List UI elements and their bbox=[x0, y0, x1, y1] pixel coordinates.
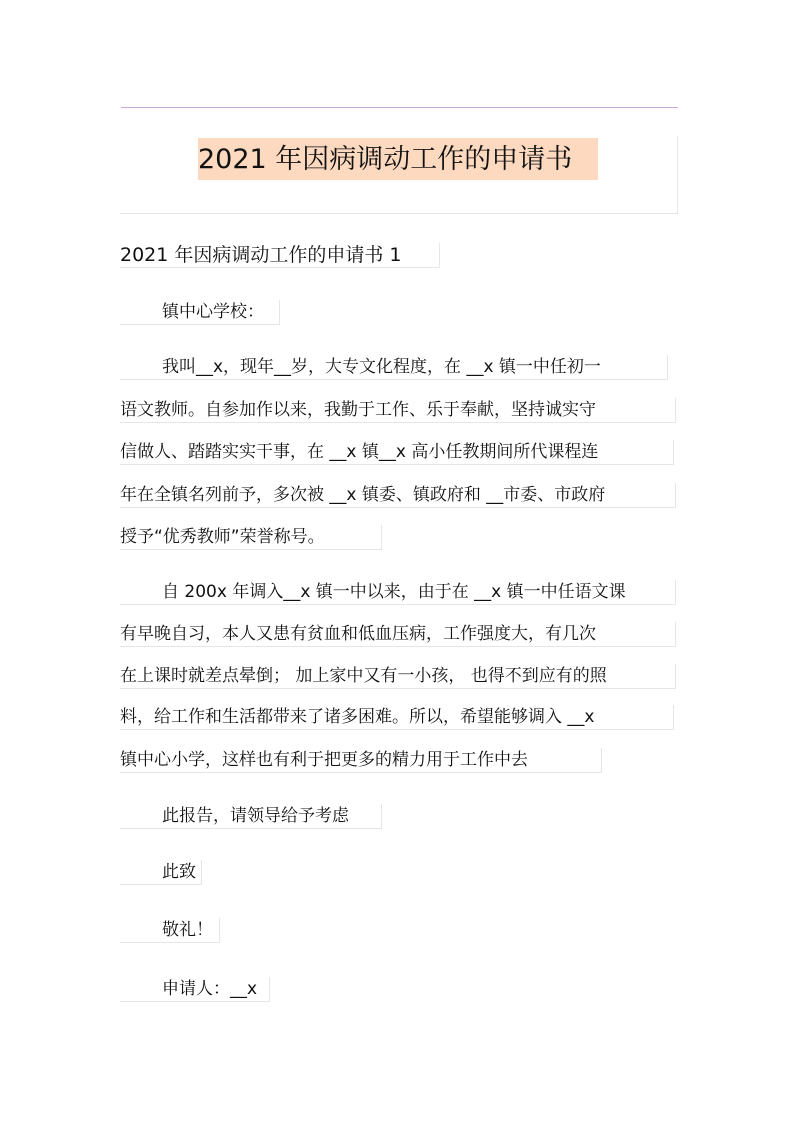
paragraph-line: 料，给工作和生活都带来了诸多困难。所以，希望能够调入 __x bbox=[120, 705, 674, 730]
paragraph-line: 在上课时就差点晕倒； 加上家中又有一小孩， 也得不到应有的照 bbox=[120, 664, 676, 689]
salutation: 镇中心学校： bbox=[120, 300, 280, 325]
paragraph-line: 信做人、踏踏实实干事，在 __x 镇__x 高小任教期间所代课程连 bbox=[120, 440, 674, 465]
document-title: 2021 年因病调动工作的申请书 bbox=[198, 144, 573, 175]
paragraph-line: 年在全镇名列前予，多次被 __x 镇委、镇政府和 __市委、市政府 bbox=[120, 483, 676, 508]
paragraph-line: 镇中心小学，这样也有利于把更多的精力用于工作中去 bbox=[120, 748, 602, 773]
section-heading: 2021 年因病调动工作的申请书 1 bbox=[120, 243, 440, 268]
closing-request: 此报告，请领导给予考虑 bbox=[120, 804, 382, 829]
closing-line: 此致 bbox=[120, 860, 202, 885]
closing-line: 敬礼！ bbox=[120, 918, 220, 943]
header-rule bbox=[121, 107, 678, 108]
paragraph-line: 我叫__x，现年__岁，大专文化程度，在 __x 镇一中任初一 bbox=[120, 355, 668, 380]
paragraph-line: 有早晚自习，本人又患有贫血和低血压病，工作强度大，有几次 bbox=[120, 622, 676, 647]
paragraph-line: 自 200x 年调入__x 镇一中以来，由于在 __x 镇一中任语文课 bbox=[120, 580, 676, 605]
paragraph-line: 语文教师。自参加作以来，我勤于工作、乐于奉献，坚持诚实守 bbox=[120, 398, 676, 423]
signature: 申请人：__x bbox=[120, 977, 270, 1002]
paragraph-line: 授予“优秀教师”荣誉称号。 bbox=[120, 525, 382, 550]
